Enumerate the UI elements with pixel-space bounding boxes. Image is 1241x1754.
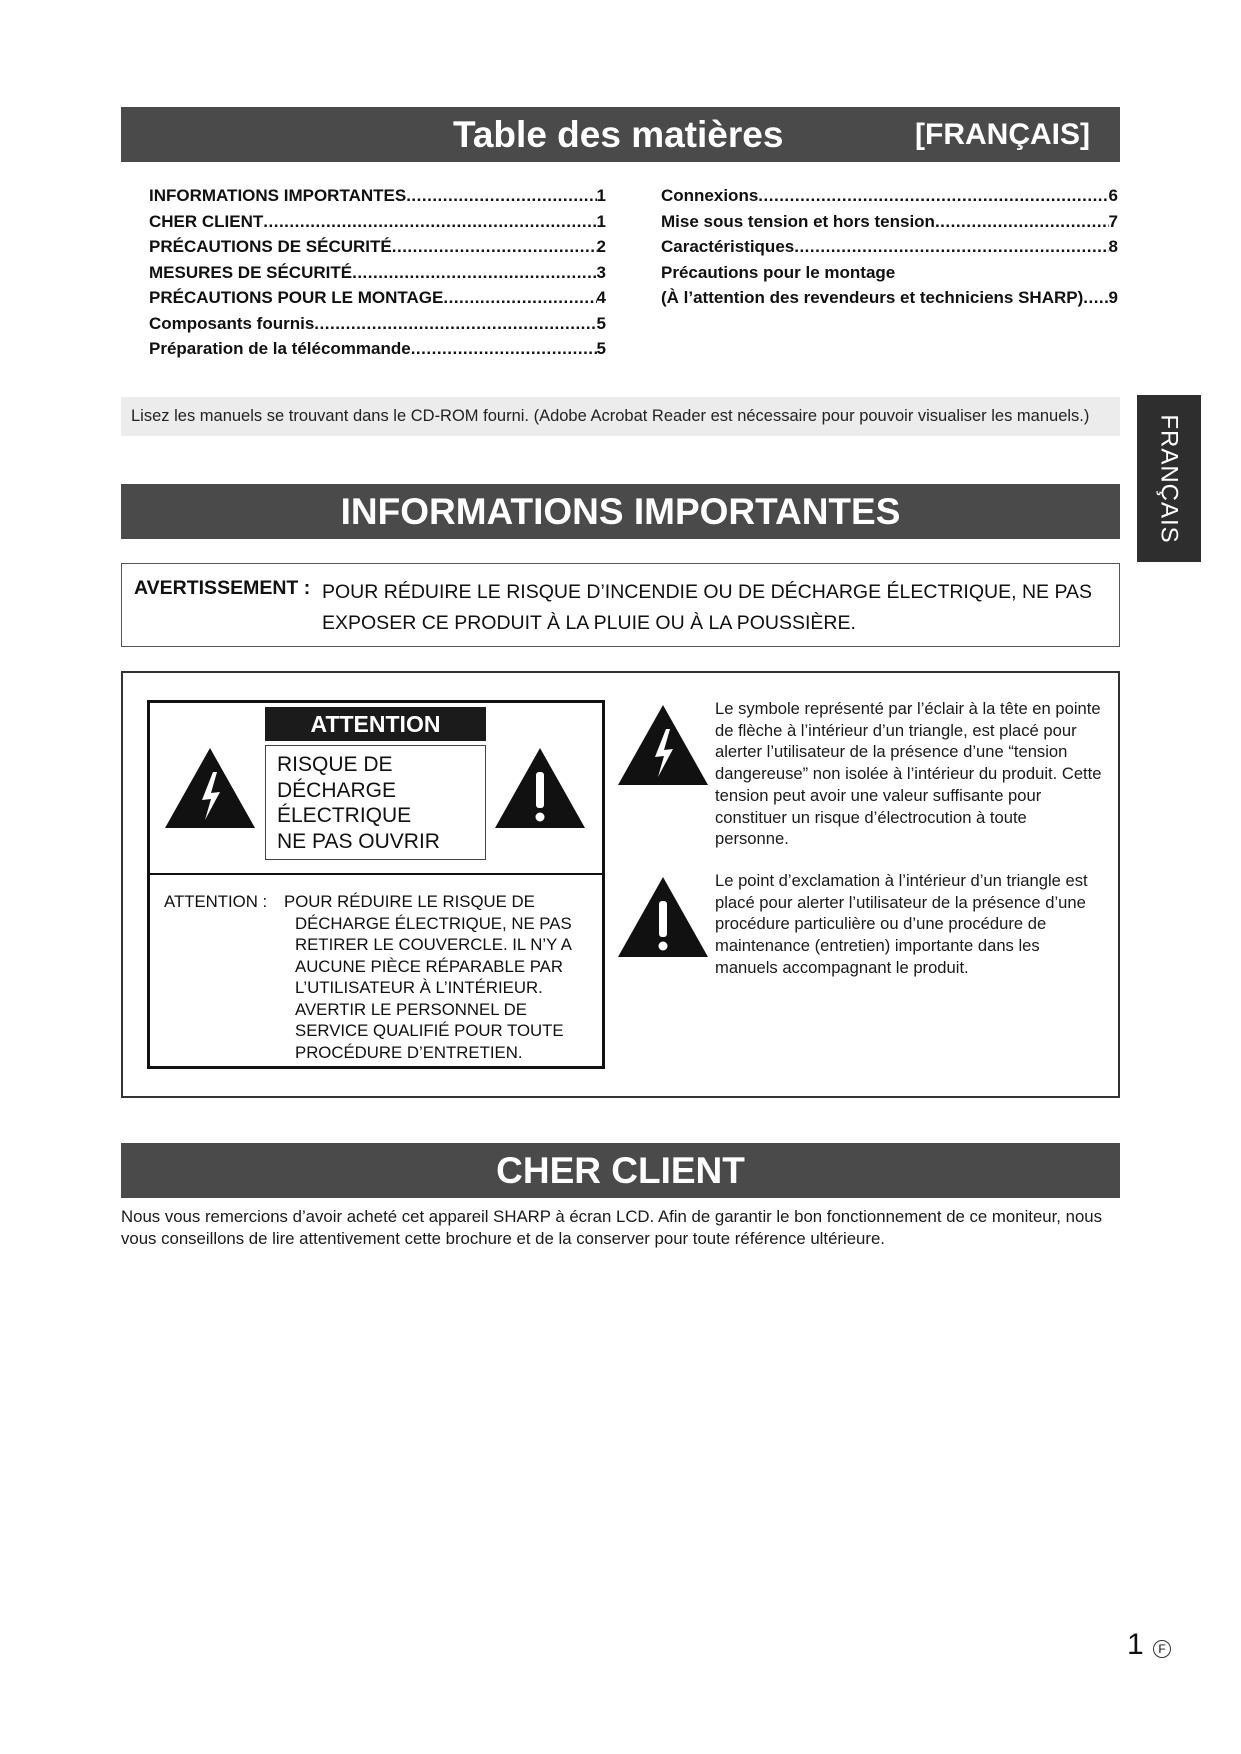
toc-right-column: [661, 186, 1118, 314]
toc-entry-title: Mise sous tension et hors tension: [661, 211, 935, 231]
toc-entry-title: PRÉCAUTIONS POUR LE MONTAGE: [149, 288, 444, 307]
lightning-warning-icon: [163, 746, 257, 830]
toc-entry[interactable]: [149, 288, 606, 314]
toc-leader-dots: [352, 263, 596, 283]
caution-label-top: [150, 703, 602, 875]
caution-section: [121, 671, 1120, 1098]
toc-entry-title: INFORMATIONS IMPORTANTES: [149, 186, 407, 205]
warning-label: AVERTISSEMENT :: [134, 577, 311, 599]
toc-entry-title: Composants fournis: [149, 313, 315, 333]
toc-entry-title: MESURES DE SÉCURITÉ: [149, 262, 353, 282]
toc-entry[interactable]: [149, 314, 606, 340]
page-language-marker: F: [1153, 1640, 1171, 1658]
caution-line: L’UTILISATEUR À L’INTÉRIEUR.: [295, 978, 543, 997]
toc-leader-dots: [411, 339, 597, 359]
warning-text: POUR RÉDUIRE LE RISQUE D’INCENDIE OU DE DÉCHARGE ÉLECTRIQUE, NE PAS EXPOSER CE PRODUIT À LA PLUIE OU À LA POUSSIÈRE.: [322, 581, 1093, 634]
toc-entry-page: 4: [596, 288, 606, 307]
toc-leader-dots: [406, 186, 596, 206]
toc-leader-dots: [392, 237, 597, 257]
toc-entry[interactable]: [661, 237, 1118, 263]
exclamation-symbol-icon: [616, 875, 710, 959]
caution-line: AUCUNE PIÈCE RÉPARABLE PAR: [295, 956, 563, 976]
caution-bottom-label: ATTENTION :: [164, 892, 268, 911]
toc-entry-page: 7: [1108, 211, 1118, 231]
toc-leader-dots: [794, 237, 1108, 257]
warning-box: [121, 563, 1120, 647]
toc-entry[interactable]: [661, 186, 1118, 212]
caution-line: PROCÉDURE D’ENTRETIEN.: [295, 1042, 523, 1062]
toc-entry-page: 8: [1108, 237, 1118, 256]
risk-line: RISQUE DE: [277, 753, 393, 776]
risk-line: NE PAS OUVRIR: [277, 829, 440, 853]
important-info-heading: INFORMATIONS IMPORTANTES: [121, 484, 1120, 539]
toc-entry-title: Précautions pour le montage: [661, 262, 896, 282]
toc-entry[interactable]: [149, 237, 606, 263]
caution-heading: ATTENTION: [265, 707, 486, 741]
toc-entry-page: 1: [596, 186, 606, 205]
caution-line: POUR RÉDUIRE LE RISQUE DE: [284, 892, 535, 911]
caution-line: RETIRER LE COUVERCLE. IL N’Y A: [295, 935, 572, 954]
toc-language-label: [FRANÇAIS]: [915, 118, 1090, 151]
toc-left-column: [149, 186, 606, 365]
toc-leader-dots: [314, 314, 596, 334]
caution-line: DÉCHARGE ÉLECTRIQUE, NE PAS: [295, 913, 572, 933]
language-side-tab: [1137, 395, 1201, 562]
toc-entry-page: 5: [596, 313, 606, 333]
page-number: 1: [1127, 1628, 1144, 1661]
toc-title: Table des matières: [453, 114, 784, 155]
exclamation-symbol-text: Le point d’exclamation à l’intérieur d’un triangle est placé pour alerter l’utilisateur de la présence d’une procédure particulière ou d’une procédure de maintenance (entretien) importante dans les manuels accompagnant le produit.: [715, 871, 1088, 977]
toc-entry[interactable]: [149, 339, 606, 365]
toc-entry-title: Préparation de la télécommande: [149, 339, 411, 358]
toc-entry[interactable]: [149, 263, 606, 289]
toc-leader-dots: [758, 186, 1108, 206]
toc-entry-page: 9: [1108, 288, 1118, 307]
customer-heading: CHER CLIENT: [121, 1143, 1120, 1198]
toc-entry-page: 6: [1108, 186, 1118, 205]
toc-leader-dots: [443, 288, 596, 308]
risk-text-box: [265, 745, 486, 860]
toc-entry-title: PRÉCAUTIONS DE SÉCURITÉ: [149, 237, 392, 256]
toc-entry[interactable]: [149, 186, 606, 212]
lightning-symbol-text: Le symbole représenté par l’éclair à la tête en pointe de flèche à l’intérieur d’un triangle, est placé pour alerter l’utilisateur de la présence d’une “tension dangereuse” non isolée à l’intérieur du produit. Cette tension peut avoir une valeur suffisante pour constituer un risque d’électrocution à toute personne.: [715, 699, 1102, 849]
lightning-symbol-icon: [616, 703, 710, 787]
toc-leader-dots: [263, 212, 596, 232]
toc-entry-title: CHER CLIENT: [149, 211, 264, 231]
cdrom-note: Lisez les manuels se trouvant dans le CD-ROM fourni. (Adobe Acrobat Reader est nécessaire pour pouvoir visualiser les manuels.): [121, 397, 1120, 436]
toc-entry-title: (À l’attention des revendeurs et techniciens SHARP): [661, 288, 1084, 307]
toc-entry-title: Caractéristiques: [661, 237, 795, 256]
toc-entry[interactable]: [149, 212, 606, 238]
toc-leader-dots: [935, 212, 1109, 232]
toc-entry-continuation[interactable]: [661, 288, 1118, 314]
caution-line: AVERTIR LE PERSONNEL DE: [295, 999, 527, 1019]
toc-header-bar: [121, 107, 1120, 162]
toc-entry-page: 1: [596, 211, 606, 231]
toc-entry-title: Connexions: [661, 186, 759, 205]
caution-bottom-text: [284, 891, 595, 1063]
toc-entry-page: 2: [596, 237, 606, 256]
toc-entry-page: 3: [596, 262, 606, 282]
toc-entry[interactable]: [661, 263, 1118, 289]
customer-text: Nous vous remercions d’avoir acheté cet appareil SHARP à écran LCD. Afin de garantir le bon fonctionnement de ce moniteur, nous vous conseillons de lire attentivement cette brochure et de la conserver pour toute référence ultérieure.: [121, 1207, 1103, 1248]
exclamation-warning-icon: [493, 746, 587, 830]
caution-line: SERVICE QUALIFIÉ POUR TOUTE: [295, 1021, 564, 1040]
caution-label: [147, 700, 605, 1069]
toc-leader-dots: [1083, 288, 1108, 308]
toc-entry-page: 5: [596, 339, 606, 358]
toc-entry[interactable]: [661, 212, 1118, 238]
risk-line: ÉLECTRIQUE: [277, 804, 412, 827]
side-tab-label: FRANÇAIS: [1156, 413, 1184, 544]
risk-line: DÉCHARGE: [277, 778, 397, 802]
